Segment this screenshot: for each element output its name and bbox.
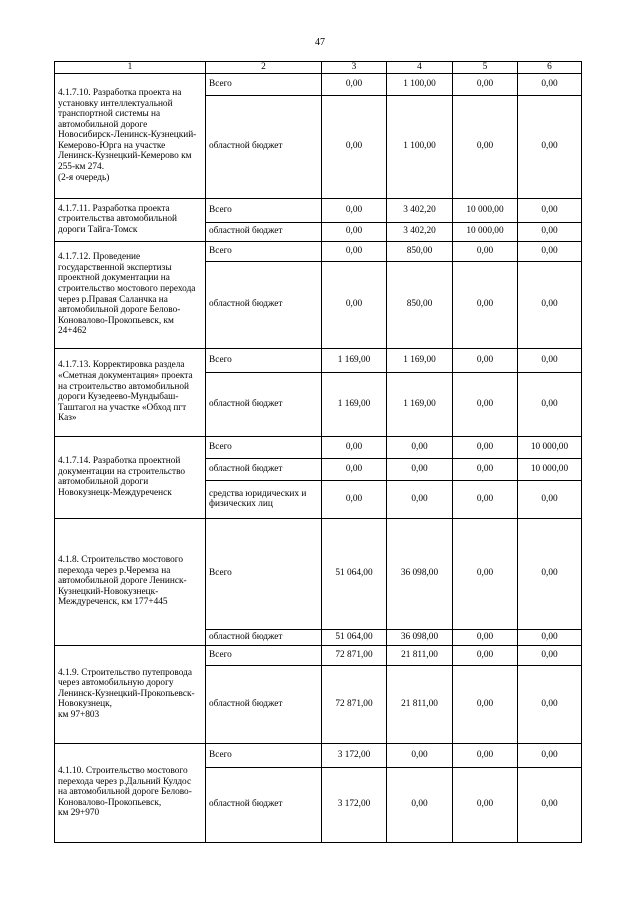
funding-source-cell: областной бюджет — [206, 261, 322, 348]
amount-cell: 10 000,00 — [518, 436, 582, 458]
item-name-cell: 4.1.7.14. Разработка проектной документации на строительство автомобильной дороги Новокузнецк-Междуреченск — [55, 436, 206, 518]
table-row — [55, 518, 582, 629]
amount-cell: 0,00 — [518, 261, 582, 348]
column-header: 2 — [206, 62, 322, 74]
funding-source-cell: областной бюджет — [206, 629, 322, 645]
amount-cell: 0,00 — [518, 348, 582, 372]
table-row — [55, 436, 582, 458]
amount-cell: 21 811,00 — [387, 645, 453, 665]
amount-cell: 0,00 — [387, 480, 453, 518]
amount-cell: 21 811,00 — [387, 665, 453, 743]
amount-cell: 0,00 — [518, 743, 582, 767]
amount-cell: 0,00 — [322, 73, 387, 95]
item-name-cell: 4.1.7.13. Корректировка раздела «Сметная документация» проекта на строительство автомобильной дороги Кузедеево-Мундыбаш-Таштагол на участке «Обход пгт Каз» — [55, 348, 206, 436]
amount-cell: 36 098,00 — [387, 629, 453, 645]
funding-source-cell: областной бюджет — [206, 665, 322, 743]
amount-cell: 0,00 — [453, 767, 518, 842]
amount-cell: 72 871,00 — [322, 645, 387, 665]
funding-source-cell: Всего — [206, 73, 322, 95]
amount-cell: 0,00 — [518, 95, 582, 198]
amount-cell: 0,00 — [518, 767, 582, 842]
amount-cell: 51 064,00 — [322, 518, 387, 629]
amount-cell: 0,00 — [518, 518, 582, 629]
amount-cell: 10 000,00 — [518, 458, 582, 480]
amount-cell: 0,00 — [453, 241, 518, 261]
amount-cell: 1 169,00 — [387, 372, 453, 436]
amount-cell: 0,00 — [387, 767, 453, 842]
amount-cell: 0,00 — [322, 480, 387, 518]
amount-cell: 0,00 — [453, 458, 518, 480]
amount-cell: 0,00 — [322, 95, 387, 198]
item-name-cell: 4.1.7.11. Разработка проекта строительства автомобильной дороги Тайга-Томск — [55, 198, 206, 241]
funding-source-cell: областной бюджет — [206, 767, 322, 842]
table-row — [55, 241, 582, 261]
amount-cell: 0,00 — [518, 665, 582, 743]
amount-cell: 0,00 — [322, 241, 387, 261]
amount-cell: 0,00 — [518, 222, 582, 241]
amount-cell: 850,00 — [387, 261, 453, 348]
column-header: 1 — [55, 62, 206, 74]
amount-cell: 1 169,00 — [322, 348, 387, 372]
funding-source-cell: средства юридических и физических лиц — [206, 480, 322, 518]
amount-cell: 51 064,00 — [322, 629, 387, 645]
amount-cell: 0,00 — [518, 73, 582, 95]
amount-cell: 0,00 — [322, 198, 387, 222]
amount-cell: 0,00 — [453, 348, 518, 372]
funding-source-cell: Всего — [206, 198, 322, 222]
amount-cell: 0,00 — [453, 436, 518, 458]
amount-cell: 0,00 — [322, 436, 387, 458]
item-name-cell: 4.1.8. Строительство мостового перехода через р.Черемза на автомобильной дороге Ленинск-Кузнецкий-Новокузнецк-Междуреченск, км 177+445 — [55, 518, 206, 645]
funding-source-cell: Всего — [206, 645, 322, 665]
amount-cell: 0,00 — [387, 743, 453, 767]
funding-source-cell: Всего — [206, 518, 322, 629]
amount-cell: 0,00 — [518, 480, 582, 518]
amount-cell: 0,00 — [518, 629, 582, 645]
amount-cell: 0,00 — [322, 222, 387, 241]
item-name-cell: 4.1.7.12. Проведение государственной экспертизы проектной документации на строительство мостового перехода через р.Правая Саланчка на автомобильной дороге Белово-Коновалово-Прокопьевск, км 24+462 — [55, 241, 206, 348]
table-row — [55, 348, 582, 372]
amount-cell: 0,00 — [322, 261, 387, 348]
budget-table — [54, 61, 582, 843]
amount-cell: 0,00 — [453, 743, 518, 767]
amount-cell: 0,00 — [518, 241, 582, 261]
amount-cell: 0,00 — [518, 645, 582, 665]
table-body — [55, 73, 582, 842]
amount-cell: 3 402,20 — [387, 222, 453, 241]
funding-source-cell: Всего — [206, 743, 322, 767]
column-header: 3 — [322, 62, 387, 74]
amount-cell: 0,00 — [453, 95, 518, 198]
funding-source-cell: областной бюджет — [206, 372, 322, 436]
amount-cell: 0,00 — [453, 645, 518, 665]
amount-cell: 3 172,00 — [322, 767, 387, 842]
item-name-cell: 4.1.9. Строительство путепровода через автомобильную дорогу Ленинск-Кузнецкий-Прокопьевск-Новокузнецк, км 97+803 — [55, 645, 206, 743]
amount-cell: 0,00 — [453, 629, 518, 645]
amount-cell: 72 871,00 — [322, 665, 387, 743]
amount-cell: 0,00 — [518, 198, 582, 222]
funding-source-cell: Всего — [206, 241, 322, 261]
amount-cell: 0,00 — [453, 518, 518, 629]
amount-cell: 10 000,00 — [453, 222, 518, 241]
table-row — [55, 73, 582, 95]
amount-cell: 36 098,00 — [387, 518, 453, 629]
funding-source-cell: Всего — [206, 436, 322, 458]
amount-cell: 3 172,00 — [322, 743, 387, 767]
amount-cell: 1 100,00 — [387, 73, 453, 95]
amount-cell: 0,00 — [387, 436, 453, 458]
amount-cell: 0,00 — [453, 73, 518, 95]
amount-cell: 10 000,00 — [453, 198, 518, 222]
amount-cell: 1 169,00 — [322, 372, 387, 436]
column-header: 6 — [518, 62, 582, 74]
amount-cell: 0,00 — [322, 458, 387, 480]
amount-cell: 0,00 — [453, 480, 518, 518]
table-row — [55, 743, 582, 767]
amount-cell: 1 169,00 — [387, 348, 453, 372]
funding-source-cell: Всего — [206, 348, 322, 372]
amount-cell: 0,00 — [453, 372, 518, 436]
funding-source-cell: областной бюджет — [206, 222, 322, 241]
amount-cell: 3 402,20 — [387, 198, 453, 222]
item-name-cell: 4.1.7.10. Разработка проекта на установку интеллектуальной транспортной системы на автомобильной дороге Новосибирск-Ленинск-Кузнецкий-Кемерово-Юрга на участке Ленинск-Кузнецкий-Кемерово км 255-км 274. (2-я очередь) — [55, 73, 206, 198]
amount-cell: 850,00 — [387, 241, 453, 261]
column-header: 4 — [387, 62, 453, 74]
item-name-cell: 4.1.10. Строительство мостового перехода через р.Дальний Кулдос на автомобильной дороге Белово-Коновалово-Прокопьевск, км 29+970 — [55, 743, 206, 842]
header-row — [55, 62, 582, 74]
funding-source-cell: областной бюджет — [206, 458, 322, 480]
amount-cell: 0,00 — [387, 458, 453, 480]
amount-cell: 0,00 — [453, 261, 518, 348]
table-row — [55, 198, 582, 222]
amount-cell: 1 100,00 — [387, 95, 453, 198]
page-number: 47 — [315, 37, 325, 48]
amount-cell: 0,00 — [453, 665, 518, 743]
column-header: 5 — [453, 62, 518, 74]
table-row — [55, 645, 582, 665]
amount-cell: 0,00 — [518, 372, 582, 436]
funding-source-cell: областной бюджет — [206, 95, 322, 198]
